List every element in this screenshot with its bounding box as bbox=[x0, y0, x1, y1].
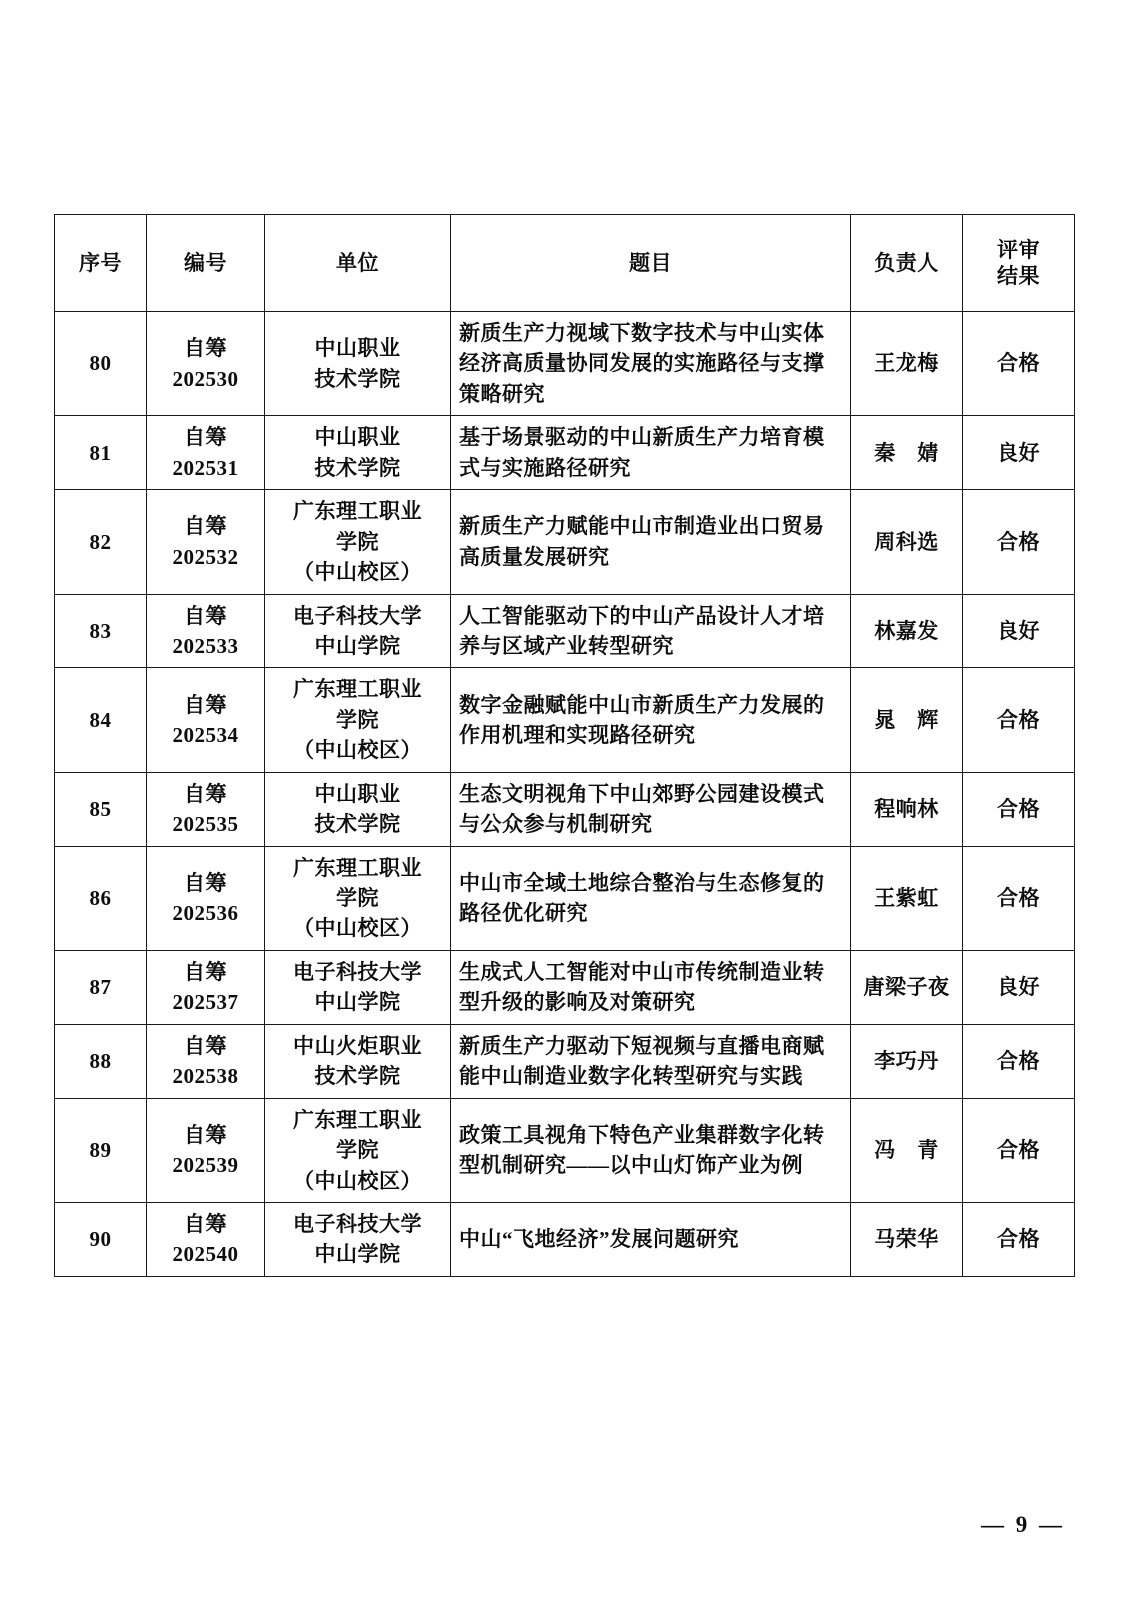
cell-code bbox=[147, 1024, 265, 1098]
cell-code bbox=[147, 490, 265, 594]
project-results-table bbox=[54, 214, 1075, 1277]
cell-code bbox=[147, 594, 265, 668]
cell-code-line-1: 自筹 bbox=[184, 514, 227, 539]
cell-code-line-2: 202540 bbox=[172, 1242, 239, 1267]
project-results-table-wrapper bbox=[54, 214, 1074, 1277]
page-number: — 9 — bbox=[981, 1512, 1065, 1537]
cell-seq: 84 bbox=[55, 668, 147, 772]
cell-code bbox=[147, 1098, 265, 1202]
cell-unit bbox=[265, 668, 451, 772]
cell-unit bbox=[265, 950, 451, 1024]
cell-code bbox=[147, 668, 265, 772]
table-row bbox=[55, 846, 1075, 950]
cell-person: 晁 辉 bbox=[851, 668, 963, 772]
cell-unit-line-1: 电子科技大学 bbox=[293, 603, 422, 628]
table-row bbox=[55, 1202, 1075, 1276]
cell-code-line-1: 自筹 bbox=[184, 781, 227, 806]
cell-title: 基于场景驱动的中山新质生产力培育模式与实施路径研究 bbox=[451, 416, 851, 490]
cell-code-line-2: 202538 bbox=[172, 1064, 239, 1089]
cell-code bbox=[147, 312, 265, 416]
cell-code-line-1: 自筹 bbox=[184, 1211, 227, 1236]
cell-code-line-2: 202533 bbox=[172, 633, 239, 658]
cell-title: 中山“飞地经济”发展问题研究 bbox=[451, 1202, 851, 1276]
cell-seq: 88 bbox=[55, 1024, 147, 1098]
column-header-title-line-1: 题目 bbox=[629, 250, 672, 275]
cell-seq: 90 bbox=[55, 1202, 147, 1276]
table-row bbox=[55, 668, 1075, 772]
cell-unit-line-1: 中山职业 bbox=[314, 425, 401, 450]
table-row bbox=[55, 312, 1075, 416]
cell-code bbox=[147, 1202, 265, 1276]
cell-code-line-1: 自筹 bbox=[184, 959, 227, 984]
cell-result: 良好 bbox=[963, 594, 1075, 668]
cell-person: 冯 青 bbox=[851, 1098, 963, 1202]
cell-result: 合格 bbox=[963, 846, 1075, 950]
cell-person: 林嘉发 bbox=[851, 594, 963, 668]
cell-code-line-2: 202536 bbox=[172, 901, 239, 926]
cell-result: 合格 bbox=[963, 668, 1075, 772]
column-header-seq bbox=[55, 215, 147, 312]
column-header-seq-line-1: 序号 bbox=[79, 250, 122, 275]
cell-unit-line-2: 学院 bbox=[336, 707, 379, 732]
cell-unit-line-2: 中山学院 bbox=[314, 633, 401, 658]
cell-title: 新质生产力赋能中山市制造业出口贸易高质量发展研究 bbox=[451, 490, 851, 594]
cell-seq: 83 bbox=[55, 594, 147, 668]
cell-person: 周科选 bbox=[851, 490, 963, 594]
cell-seq: 80 bbox=[55, 312, 147, 416]
cell-unit-line-2: 技术学院 bbox=[314, 1064, 401, 1089]
cell-unit-line-3: （中山校区） bbox=[293, 1168, 422, 1193]
cell-seq: 89 bbox=[55, 1098, 147, 1202]
table-row bbox=[55, 772, 1075, 846]
cell-seq: 81 bbox=[55, 416, 147, 490]
cell-code-line-1: 自筹 bbox=[184, 336, 227, 361]
table-header-row bbox=[55, 215, 1075, 312]
cell-unit bbox=[265, 772, 451, 846]
cell-unit-line-2: 中山学院 bbox=[314, 1242, 401, 1267]
cell-unit bbox=[265, 1024, 451, 1098]
cell-unit bbox=[265, 416, 451, 490]
cell-result: 良好 bbox=[963, 416, 1075, 490]
cell-unit-line-1: 中山职业 bbox=[314, 336, 401, 361]
cell-seq: 86 bbox=[55, 846, 147, 950]
table-row bbox=[55, 950, 1075, 1024]
cell-person: 马荣华 bbox=[851, 1202, 963, 1276]
cell-unit-line-1: 电子科技大学 bbox=[293, 959, 422, 984]
cell-title: 人工智能驱动下的中山产品设计人才培养与区域产业转型研究 bbox=[451, 594, 851, 668]
cell-unit-line-2: 技术学院 bbox=[314, 455, 401, 480]
cell-seq: 85 bbox=[55, 772, 147, 846]
table-row bbox=[55, 416, 1075, 490]
column-header-result bbox=[963, 215, 1075, 312]
cell-unit-line-1: 广东理工职业 bbox=[293, 499, 422, 524]
cell-unit bbox=[265, 1098, 451, 1202]
column-header-title bbox=[451, 215, 851, 312]
table-row bbox=[55, 1098, 1075, 1202]
cell-code bbox=[147, 950, 265, 1024]
cell-result: 良好 bbox=[963, 950, 1075, 1024]
column-header-person bbox=[851, 215, 963, 312]
cell-title: 数字金融赋能中山市新质生产力发展的作用机理和实现路径研究 bbox=[451, 668, 851, 772]
cell-unit-line-2: 技术学院 bbox=[314, 812, 401, 837]
cell-seq: 82 bbox=[55, 490, 147, 594]
cell-title: 中山市全域土地综合整治与生态修复的路径优化研究 bbox=[451, 846, 851, 950]
cell-unit-line-2: 中山学院 bbox=[314, 990, 401, 1015]
cell-title: 生态文明视角下中山郊野公园建设模式与公众参与机制研究 bbox=[451, 772, 851, 846]
column-header-unit bbox=[265, 215, 451, 312]
table-body bbox=[55, 312, 1075, 1277]
table-row bbox=[55, 594, 1075, 668]
cell-unit-line-3: （中山校区） bbox=[293, 738, 422, 763]
cell-unit-line-1: 中山职业 bbox=[314, 781, 401, 806]
column-header-result-line-2: 结果 bbox=[997, 264, 1040, 288]
cell-result: 合格 bbox=[963, 312, 1075, 416]
cell-code-line-2: 202531 bbox=[172, 455, 239, 480]
cell-unit bbox=[265, 594, 451, 668]
cell-unit-line-2: 学院 bbox=[336, 529, 379, 554]
cell-unit bbox=[265, 846, 451, 950]
cell-code-line-2: 202535 bbox=[172, 812, 239, 837]
cell-person: 李巧丹 bbox=[851, 1024, 963, 1098]
cell-seq: 87 bbox=[55, 950, 147, 1024]
cell-result: 合格 bbox=[963, 490, 1075, 594]
cell-title: 新质生产力驱动下短视频与直播电商赋能中山制造业数字化转型研究与实践 bbox=[451, 1024, 851, 1098]
cell-code-line-1: 自筹 bbox=[184, 603, 227, 628]
cell-unit-line-1: 电子科技大学 bbox=[293, 1211, 422, 1236]
cell-code-line-1: 自筹 bbox=[184, 1122, 227, 1147]
cell-unit bbox=[265, 312, 451, 416]
cell-unit bbox=[265, 490, 451, 594]
cell-code-line-2: 202534 bbox=[172, 723, 239, 748]
cell-unit-line-2: 技术学院 bbox=[314, 366, 401, 391]
cell-code-line-1: 自筹 bbox=[184, 870, 227, 895]
cell-unit-line-1: 中山火炬职业 bbox=[293, 1033, 422, 1058]
cell-result: 合格 bbox=[963, 772, 1075, 846]
cell-title: 政策工具视角下特色产业集群数字化转型机制研究——以中山灯饰产业为例 bbox=[451, 1098, 851, 1202]
cell-unit-line-3: （中山校区） bbox=[293, 560, 422, 585]
cell-code-line-2: 202539 bbox=[172, 1153, 239, 1178]
cell-person: 程响林 bbox=[851, 772, 963, 846]
cell-result: 合格 bbox=[963, 1098, 1075, 1202]
cell-code-line-2: 202530 bbox=[172, 366, 239, 391]
table-row bbox=[55, 1024, 1075, 1098]
cell-title: 新质生产力视域下数字技术与中山实体经济高质量协同发展的实施路径与支撑策略研究 bbox=[451, 312, 851, 416]
cell-unit bbox=[265, 1202, 451, 1276]
cell-code-line-1: 自筹 bbox=[184, 1033, 227, 1058]
cell-unit-line-1: 广东理工职业 bbox=[293, 1107, 422, 1132]
cell-unit-line-1: 广东理工职业 bbox=[293, 677, 422, 702]
cell-code bbox=[147, 846, 265, 950]
cell-result: 合格 bbox=[963, 1024, 1075, 1098]
cell-code bbox=[147, 416, 265, 490]
cell-person: 唐梁子夜 bbox=[851, 950, 963, 1024]
cell-unit-line-2: 学院 bbox=[336, 886, 379, 910]
cell-person: 王紫虹 bbox=[851, 846, 963, 950]
cell-code bbox=[147, 772, 265, 846]
column-header-code-line-1: 编号 bbox=[184, 250, 227, 275]
column-header-person-line-1: 负责人 bbox=[874, 250, 939, 275]
cell-code-line-1: 自筹 bbox=[184, 692, 227, 717]
cell-person: 王龙梅 bbox=[851, 312, 963, 416]
cell-title: 生成式人工智能对中山市传统制造业转型升级的影响及对策研究 bbox=[451, 950, 851, 1024]
cell-unit-line-2: 学院 bbox=[336, 1138, 379, 1163]
column-header-result-line-1: 评审 bbox=[997, 237, 1040, 262]
cell-result: 合格 bbox=[963, 1202, 1075, 1276]
cell-unit-line-1: 广东理工职业 bbox=[293, 855, 422, 880]
cell-unit-line-3: （中山校区） bbox=[293, 916, 422, 941]
table-header bbox=[55, 215, 1075, 312]
column-header-unit-line-1: 单位 bbox=[336, 250, 379, 275]
cell-person: 秦 婧 bbox=[851, 416, 963, 490]
cell-code-line-2: 202532 bbox=[172, 544, 239, 569]
table-row bbox=[55, 490, 1075, 594]
cell-code-line-1: 自筹 bbox=[184, 425, 227, 450]
cell-code-line-2: 202537 bbox=[172, 990, 239, 1015]
column-header-code bbox=[147, 215, 265, 312]
